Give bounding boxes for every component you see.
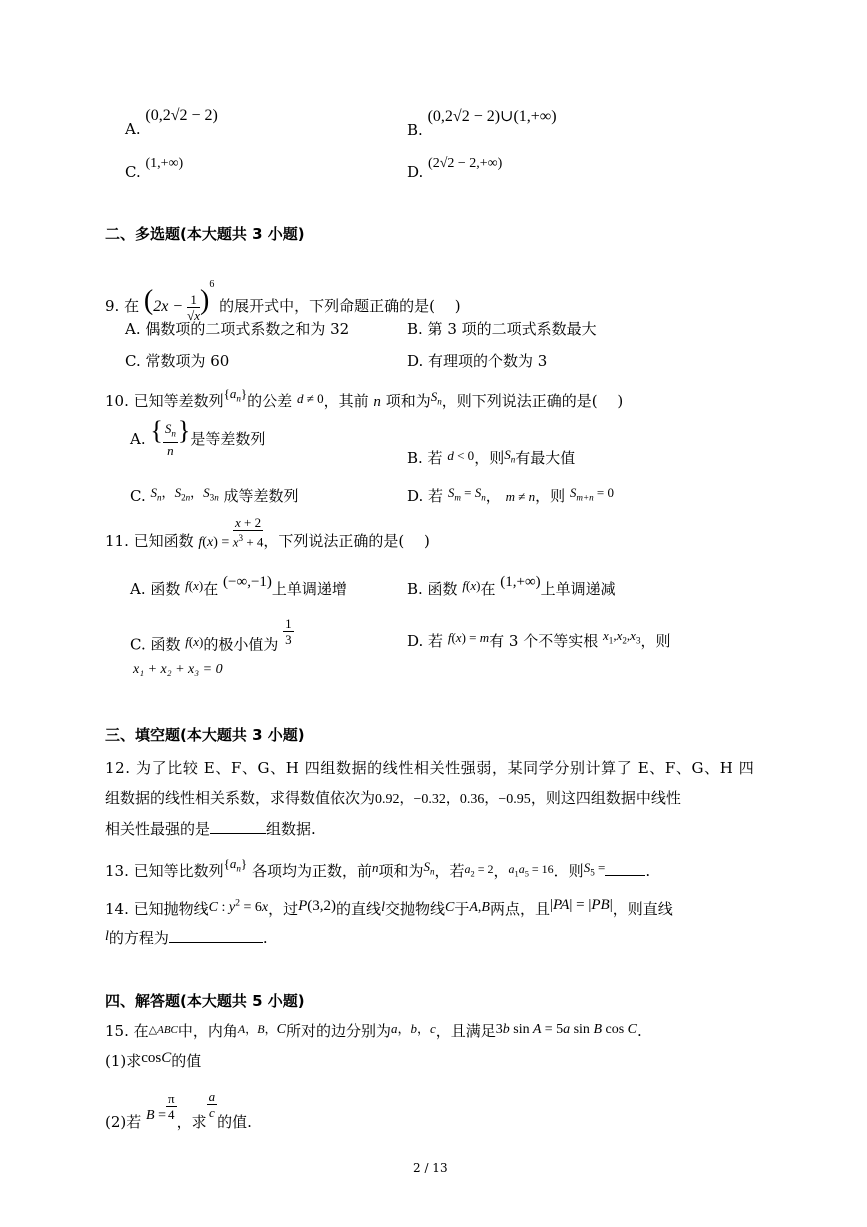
option-label: C.: [125, 163, 141, 181]
q15-part2: [105, 1085, 252, 1131]
q10-option-c: [130, 485, 299, 507]
text: 的极小值为: [203, 635, 279, 654]
text: 于: [454, 900, 470, 918]
line-l: l: [381, 900, 385, 915]
fx: f(x): [462, 578, 481, 593]
q13-stem: [105, 856, 651, 882]
text: ，且满足: [435, 1022, 496, 1040]
q14-num: 14. 已知抛物线: [105, 900, 209, 918]
expr-2x: 2x −: [153, 298, 188, 315]
text: 的公差: [247, 392, 293, 410]
seq-an: $\{a_n\}$: [223, 386, 248, 404]
q9-num: 9. 在: [105, 297, 140, 315]
option-expr: (0,2√2 − 2)∪(1,+∞): [427, 108, 557, 125]
section-2-title: 二、多选题(本大题共 3 小题): [105, 225, 305, 243]
q11-option-b: [407, 574, 616, 599]
frac-a-c: $\frac{a}{c}$: [208, 1089, 216, 1120]
d-neq-0: d ≠ 0: [296, 391, 324, 406]
option-expr: (0,2√2 − 2): [145, 107, 218, 124]
text: 的方程为: [108, 929, 169, 947]
text: ，下列说法正确的是( ): [263, 532, 430, 551]
fx-def: f(x) =: [198, 535, 233, 551]
text: ．则: [553, 862, 584, 880]
q8-option-d: [407, 156, 503, 182]
text: 组数据.: [266, 820, 316, 838]
q14-line1: [105, 898, 673, 919]
answer-blank[interactable]: [210, 833, 266, 834]
text: (1)求: [105, 1052, 142, 1070]
q9-option-b: B. 第 3 项的二项式系数最大: [407, 320, 597, 338]
correlation-values: 0.92，−0.32，0.36，−0.95: [375, 792, 531, 807]
text: .: [645, 862, 651, 880]
fx: f(x): [185, 633, 204, 649]
sn-var: $S_n$: [430, 389, 442, 407]
text: 的值: [171, 1052, 202, 1070]
smn-eq-0: $S_{m+n} = 0$: [569, 485, 615, 503]
section-4-title: 四、解答题(本大题共 5 小题): [105, 992, 305, 1010]
text: 上单调递减: [540, 580, 616, 598]
frac-1-sqrtx: $\frac{1}{√x}$: [187, 291, 201, 323]
q9-option-a: A. 偶数项的二项式系数之和为 32: [125, 320, 350, 338]
text: 组数据的线性相关系数，求得数值依次为: [105, 789, 376, 807]
text: ，则: [535, 487, 566, 505]
m-neq-n: m ≠ n: [505, 489, 536, 504]
n-var: n: [371, 860, 379, 875]
text: 各项均为正数，前: [247, 862, 372, 880]
page-number: 2 / 13: [413, 1161, 448, 1175]
text: 的直线: [336, 900, 382, 918]
seq-an: $\{a_n\}$: [223, 856, 248, 874]
text: ，: [485, 487, 501, 505]
option-text: 是等差数列: [190, 430, 266, 448]
answer-blank[interactable]: [169, 942, 263, 943]
option-label: A. 函数: [130, 580, 181, 598]
frac-1-3: $\frac{1}{3}$: [285, 616, 292, 647]
q14-line2: [105, 927, 268, 948]
answer-blank[interactable]: [605, 875, 645, 876]
q11-stem: [105, 515, 430, 549]
text: .: [262, 929, 268, 947]
points-ab: A,B: [469, 900, 490, 915]
option-expr: (2√2 − 2,+∞): [428, 156, 503, 171]
d-lt-0: d < 0: [447, 448, 475, 463]
frac-pi-4: $\frac{\pi}{4}$: [168, 1091, 175, 1122]
option-label: D. 若: [407, 632, 444, 650]
text: 交抛物线: [384, 900, 445, 918]
text: 所对的边分别为: [285, 1022, 391, 1040]
sn-s2n-s3n: $S_n$，$S_{2n}$，$S_{3n}$: [150, 485, 219, 503]
condition-eq: 3b sin A = 5a sin B cos C: [495, 1022, 638, 1037]
exponent-6: 6: [209, 279, 215, 290]
text: 上单调递增: [271, 580, 347, 598]
q10-option-b: [407, 447, 575, 469]
q10-num: 10. 已知等差数列: [105, 392, 224, 410]
pa-eq-pb: |PA| = |PB|: [549, 897, 613, 913]
text: ，则: [474, 449, 505, 467]
angles-abc: A，B，C: [237, 1022, 286, 1037]
brace-right: }: [177, 416, 191, 445]
q9-option-d: D. 有理项的个数为 3: [407, 352, 548, 370]
option-expr: (1,+∞): [145, 156, 184, 171]
q15-stem: [105, 1020, 642, 1041]
cos-c: cosC: [141, 1050, 172, 1066]
text: .: [637, 1022, 642, 1040]
section-3-title: 三、填空题(本大题共 3 小题): [105, 726, 305, 744]
text: ，若: [434, 862, 465, 880]
text: ，则直线: [612, 900, 673, 918]
q13-num: 13. 已知等比数列: [105, 862, 224, 880]
paren-left: (: [143, 285, 154, 316]
interval-neg-inf-neg1: (−∞,−1): [223, 574, 272, 590]
a2-eq-2: a2 = 2: [464, 862, 494, 879]
text: 有 3 个不等实根: [489, 632, 599, 650]
text: 在: [480, 580, 496, 598]
q8-option-b: [407, 108, 557, 140]
q9-stem-text: 的展开式中，下列命题正确的是( ): [219, 297, 461, 315]
point-p: P(3,2): [298, 898, 337, 914]
q12-line3: [105, 818, 316, 839]
text: 项和为: [378, 862, 424, 880]
text: 有最大值: [515, 449, 576, 467]
option-label: C. 函数: [130, 635, 181, 654]
text: ，: [493, 862, 509, 880]
s5-eq: $S_5$ =: [583, 860, 606, 878]
text: 项和为: [385, 392, 431, 410]
q12-line2: [105, 787, 681, 808]
frac-sn-n: $\frac{S_n}{n}$: [164, 421, 176, 458]
text: ，求: [176, 1112, 207, 1131]
option-text: 成等差数列: [223, 487, 299, 505]
q8-option-c: [125, 156, 184, 182]
roots-x1x2x3: $x_1,x_2,x_3$: [603, 628, 641, 646]
sides-abc: a，b，c: [390, 1021, 436, 1036]
a1a5-eq-16: a1a5 = 16: [508, 862, 554, 879]
sn-var: $S_n$: [423, 859, 435, 877]
text: ，则这四组数据中线性: [530, 789, 681, 807]
n-var: n: [373, 394, 381, 410]
q10-option-d: [407, 485, 614, 507]
curve-c: C: [444, 900, 455, 915]
q10-option-a: [130, 418, 265, 458]
sm-eq-sn: $S_m = S_n$: [447, 485, 486, 503]
option-label: D.: [407, 163, 424, 181]
frac-fx: $\frac{x + 2}{x^3 + 4}$: [232, 515, 264, 550]
option-label: B. 函数: [407, 580, 458, 598]
q10-stem: [105, 386, 624, 412]
text: 两点，且: [489, 900, 550, 918]
sn-var: $S_n$: [504, 447, 516, 465]
option-label: D. 若: [407, 487, 444, 505]
fx: f(x): [185, 578, 204, 593]
text: ，过: [268, 900, 299, 918]
brace-left: {: [150, 416, 163, 445]
q11-option-a: [130, 574, 347, 599]
parabola-eq: C : $y^2 = 6x$: [208, 897, 269, 915]
q11-option-d-cont: x₁ + x₂ + x₃ = 0: [133, 662, 223, 677]
q11-option-c: [130, 616, 294, 661]
text: (2)若: [105, 1112, 142, 1131]
paren-right: ): [200, 285, 210, 316]
option-label: C.: [130, 487, 146, 505]
option-label: B. 若: [407, 449, 443, 467]
q15-part1: [105, 1050, 201, 1071]
q11-option-d: [407, 630, 671, 652]
text: ，则下列说法正确的是( ): [441, 392, 624, 410]
text: 中，内角: [177, 1022, 238, 1040]
q11-num: 11. 已知函数: [105, 532, 194, 551]
option-label: B.: [407, 121, 423, 139]
q15-num: 15. 在: [105, 1022, 149, 1040]
line-l: l: [105, 929, 109, 944]
q9-option-c: C. 常数项为 60: [125, 352, 230, 370]
text: ，则: [640, 632, 671, 650]
option-label: A.: [130, 430, 146, 448]
text: 相关性最强的是: [105, 820, 211, 838]
option-label: A.: [125, 120, 141, 138]
triangle-abc: △ABC: [148, 1024, 178, 1036]
text: ，其前: [323, 392, 369, 410]
b-eq: B =: [146, 1107, 166, 1123]
interval-1-inf: (1,+∞): [500, 574, 541, 590]
fx-eq-m: f(x) = m: [447, 630, 490, 645]
text: 在: [203, 580, 219, 598]
q8-option-a: [125, 107, 218, 139]
text: 的值.: [217, 1112, 252, 1131]
q12-line1: 12. 为了比较 E、F、G、H 四组数据的线性相关性强弱，某同学分别计算了 E、F、G、H 四: [105, 759, 755, 777]
